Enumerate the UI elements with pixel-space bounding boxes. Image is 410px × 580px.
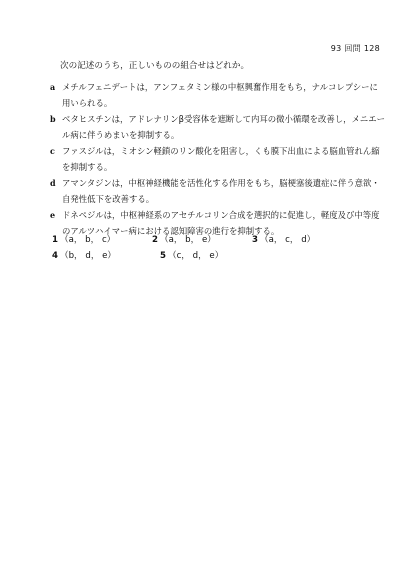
option-letter: c	[50, 146, 55, 156]
answer-choices	[52, 232, 352, 264]
question-reference: 93 回問 128	[330, 44, 380, 53]
answer-number: 5	[160, 251, 166, 261]
question-stem: 次の記述のうち，正しいものの組合せはどれか。	[60, 61, 250, 71]
option-letter: e	[50, 210, 56, 220]
answer-combo: （a， c， d）	[259, 235, 316, 245]
option-text: ドネペジルは，中枢神経系のアセチルコリン合成を選択的に促進し，軽度及び中等度のアルツハイマー病における認知障害の進行を抑制する。	[62, 210, 380, 236]
answer-number: 2	[152, 235, 158, 245]
answer-choice-3	[252, 232, 352, 248]
option-c	[50, 143, 385, 175]
answer-row	[52, 232, 352, 248]
option-b	[50, 111, 385, 143]
option-text: アマンタジンは，中枢神経機能を活性化する作用をもち，脳梗塞後遺症に伴う意欲・自発性低下を改善する。	[62, 178, 380, 204]
answer-choice-1	[52, 232, 152, 248]
option-d	[50, 175, 385, 207]
option-list	[50, 79, 385, 239]
answer-choice-5	[160, 248, 268, 264]
option-letter: b	[50, 114, 56, 124]
answer-combo: （a， b， c）	[59, 235, 116, 245]
answer-combo: （c， d， e）	[167, 251, 224, 261]
answer-number: 4	[52, 251, 58, 261]
answer-choice-2	[152, 232, 252, 248]
answer-combo: （a， b， e）	[159, 235, 216, 245]
option-letter: d	[50, 178, 56, 188]
option-text: ファスジルは，ミオシン軽鎖のリン酸化を阻害し，くも膜下出血による脳血管れん縮を抑制する。	[62, 146, 380, 172]
option-letter: a	[50, 82, 56, 92]
option-a	[50, 79, 385, 111]
answer-number: 3	[252, 235, 258, 245]
option-text: ベタヒスチンは，アドレナリンβ受容体を遮断して内耳の微小循環を改善し，メニエール病に伴うめまいを抑制する。	[62, 114, 386, 140]
option-text: メチルフェニデートは，アンフェタミン様の中枢興奮作用をもち，ナルコレプシーに用いられる。	[62, 82, 378, 108]
answer-number: 1	[52, 235, 58, 245]
answer-choice-4	[52, 248, 160, 264]
answer-combo: （b， d， e）	[59, 251, 117, 261]
answer-row	[52, 248, 352, 264]
